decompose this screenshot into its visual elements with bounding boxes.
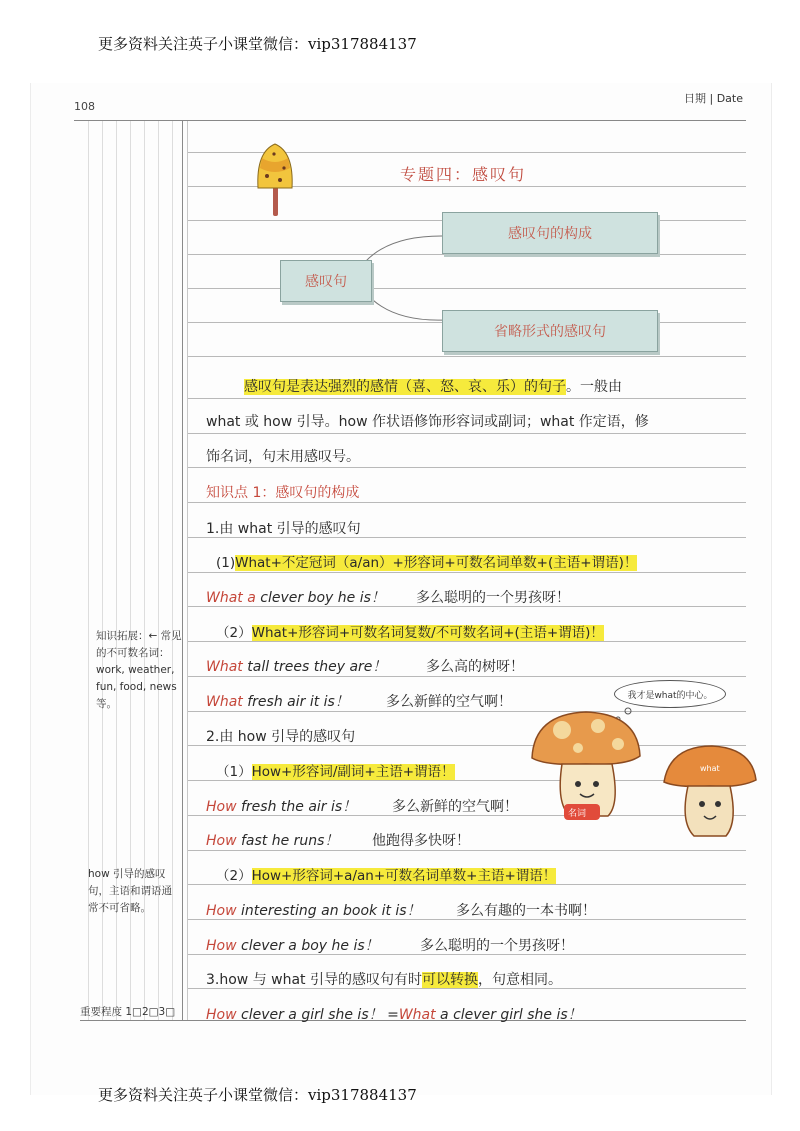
section2-example1	[206, 796, 356, 816]
section1-heading: 1.由 what 引导的感叹句	[206, 521, 361, 537]
example-english: tall trees they are！	[242, 659, 387, 675]
section1-example3-cn: 多么新鲜的空气啊！	[386, 694, 512, 710]
example-mid: clever a girl she is！ =	[236, 1007, 399, 1023]
example-english: interesting an book it is！	[236, 903, 421, 919]
example-keyword: How	[206, 938, 237, 954]
section1-rule1	[216, 551, 637, 571]
section2-example3	[206, 900, 421, 920]
mindmap-branch-bottom: 省略形式的感叹句	[442, 310, 658, 352]
example-english: clever boy he is！	[255, 590, 385, 606]
watermark-top: 更多资料关注英子小课堂微信：vip317884137	[98, 35, 417, 53]
section2-rule2	[216, 864, 556, 884]
section1-rule2	[216, 621, 604, 641]
section3-example	[206, 1004, 582, 1024]
page-number: 108	[74, 100, 95, 113]
section2-example2	[206, 830, 338, 850]
example-keyword: How	[206, 799, 237, 815]
section3-heading-highlight: 可以转换	[422, 972, 478, 988]
mindmap-center-box: 感叹句	[280, 260, 372, 302]
section1-example1	[206, 587, 385, 607]
section3-heading-pre: 3.how 与 what 引导的感叹句有时	[206, 972, 422, 988]
section1-example1-cn: 多么聪明的一个男孩呀！	[416, 590, 570, 606]
importance-rating: 重要程度 1□2□3□	[80, 1006, 176, 1018]
section1-example2	[206, 656, 386, 676]
rule-number: （2）	[216, 868, 252, 884]
watermark-bottom: 更多资料关注英子小课堂微信：vip317884137	[98, 1086, 417, 1104]
example-keyword: What	[206, 694, 243, 710]
rule-number: （1）	[216, 764, 252, 780]
section2-rule1	[216, 760, 455, 780]
mushroom-right-illustration	[660, 742, 760, 842]
example-keyword: How	[206, 833, 237, 849]
example-keyword: What	[206, 659, 243, 675]
popsicle-illustration	[252, 138, 298, 220]
section2-example3-cn: 多么有趣的一本书啊！	[456, 903, 596, 919]
example-english: fast he runs！	[236, 833, 339, 849]
intro-line-1	[244, 376, 622, 396]
section1-example2-cn: 多么高的树呀！	[426, 659, 524, 675]
example-english: clever a boy he is！	[236, 938, 379, 954]
section2-example2-cn: 他跑得多快呀！	[372, 833, 470, 849]
rule-text: What+不定冠词（a/an）+形容词+可数名词单数+(主语+谓语)！	[235, 555, 638, 571]
rule-number: (1)	[216, 555, 236, 571]
example-keyword-2: What	[398, 1007, 436, 1023]
intro-line-3: 饰名词，句末用感叹号。	[206, 449, 360, 465]
section2-example4-cn: 多么聪明的一个男孩呀！	[420, 938, 574, 954]
section2-example4	[206, 935, 379, 955]
example-english: fresh air it is！	[242, 694, 349, 710]
sidenote-how: how 引导的感叹句，主语和谓语通常不可省略。	[88, 868, 172, 914]
section3-heading	[206, 969, 562, 989]
example-keyword: What a	[206, 590, 256, 606]
speech-bubble: 我才是what的中心。	[614, 680, 726, 708]
intro-highlight: 感叹句是表达强烈的感情（喜、怒、哀、乐）的句子	[244, 379, 566, 395]
example-english: fresh the air is！	[236, 799, 357, 815]
section2-heading: 2.由 how 引导的感叹句	[206, 729, 356, 745]
rule-text: How+形容词/副词+主语+谓语！	[251, 764, 455, 780]
page-title: 专题四：感叹句	[400, 165, 527, 184]
rule-number: （2）	[216, 625, 252, 641]
mushroom-right-label: what	[700, 764, 720, 773]
rule-text: How+形容词+a/an+可数名词单数+主语+谓语！	[251, 868, 557, 884]
example-keyword: How	[206, 1007, 237, 1023]
date-label: 日期 | Date	[684, 92, 743, 105]
intro-line-1-rest: 。一般由	[566, 379, 622, 395]
section1-example3	[206, 691, 349, 711]
mindmap-branch-top: 感叹句的构成	[442, 212, 658, 254]
section2-example1-cn: 多么新鲜的空气啊！	[392, 799, 518, 815]
section3-heading-post: ，句意相同。	[478, 972, 562, 988]
mushroom-left-label: 名词	[568, 809, 587, 819]
sidenote-uncountable: 知识拓展：← 常见的不可数名词：work, weather, fun, food, news 等。	[96, 630, 182, 710]
rule-text: What+形容词+可数名词复数/不可数名词+(主语+谓语)！	[251, 625, 604, 641]
example-keyword: How	[206, 903, 237, 919]
margin-line-2	[187, 121, 188, 1021]
example-end: a clever girl she is！	[435, 1007, 582, 1023]
intro-line-2: what 或 how 引导。how 作状语修饰形容词或副词；what 作定语，修	[206, 414, 649, 430]
margin-line	[182, 121, 183, 1021]
knowledge-point-heading: 知识点 1：感叹句的构成	[206, 485, 360, 501]
